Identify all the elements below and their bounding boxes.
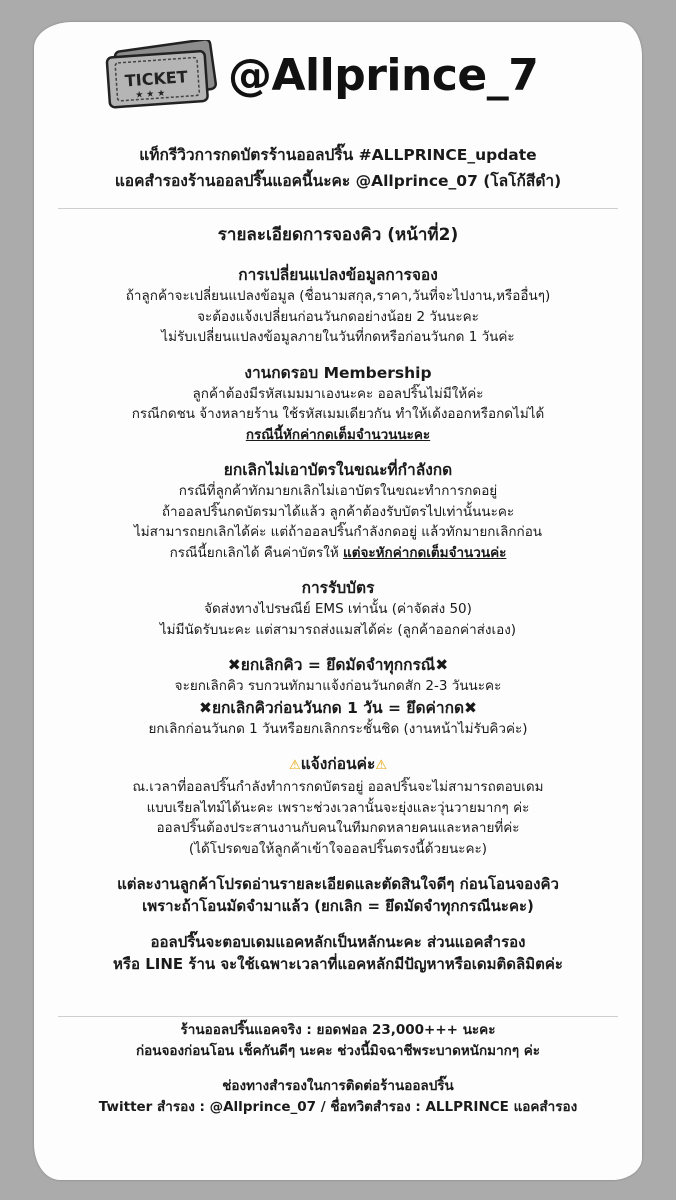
warning-icon: ⚠ bbox=[289, 758, 301, 773]
ticket-icon bbox=[100, 40, 220, 110]
section-change bbox=[40, 264, 636, 348]
intro bbox=[40, 142, 636, 194]
section-queue-line-1: จะยกเลิกคิว รบกวนทักมาแจ้งก่อนวันกดสัก 2-3 วันนะคะ bbox=[174, 678, 502, 694]
section-change-heading: การเปลี่ยนแปลงข้อมูลการจอง bbox=[238, 266, 438, 284]
section-advice-line-2: เพราะถ้าโอนมัดจำมาแล้ว (ยกเลิก = ยึดมัดจำทุกกรณีนะคะ) bbox=[142, 897, 534, 915]
section-change-line: จะต้องแจ้งเปลี่ยนก่อนวันกดอย่างน้อย 2 วันนะคะ bbox=[197, 308, 479, 325]
section-advice bbox=[40, 873, 636, 917]
section-membership-heading: งานกดรอบ Membership bbox=[244, 363, 432, 382]
section-contact-line-2: หรือ LINE ร้าน จะใช้เฉพาะเวลาที่แอคหลักมีปัญหาหรือเดมติดลิมิตค่ะ bbox=[113, 955, 563, 973]
section-notice bbox=[40, 753, 636, 859]
page-title: รายละเอียดการจองคิว (หน้าที่2) bbox=[217, 225, 459, 245]
cross-icon: ✖ bbox=[198, 698, 212, 717]
section-cancel-line: กรณีที่ลูกค้าทักมายกเลิกไม่เอาบัตรในขณะทำการกดอยู่ bbox=[178, 483, 498, 499]
section-contact-line-1: ออลปริ๊นจะตอบเดมแอคหลักเป็นหลักนะคะ ส่วนแอคสำรอง bbox=[150, 933, 526, 951]
section-queue-heading-1: ยกเลิกคิว = ยึดมัดจำทุกกรณี bbox=[240, 656, 436, 674]
divider-bottom bbox=[58, 1016, 618, 1017]
section-notice-heading: แจ้งก่อนค่ะ bbox=[300, 755, 376, 773]
section-cancel bbox=[40, 459, 636, 563]
section-receive-line: จัดส่งทางไปรษณีย์ EMS เท่านั้น (ค่าจัดส่ง 50) bbox=[204, 601, 472, 617]
svg-text:★ ★ ★: ★ ★ ★ bbox=[135, 88, 166, 101]
section-queue-line-2: ยกเลิกก่อนวันกด 1 วันหรือยกเลิกกระชั้นชิด (งานหน้าไม่รับคิวค่ะ) bbox=[148, 720, 528, 737]
ticket-label: TICKET bbox=[124, 67, 189, 91]
section-change-line: ถ้าลูกค้าจะเปลี่ยนแปลงข้อมูล (ชื่อนามสกุล,ราคา,วันที่จะไปงาน,หรืออื่นๆ) bbox=[125, 288, 551, 304]
footer-line-2: ก่อนจองก่อนโอน เช็คกันดีๆ นะคะ ช่วงนี้มิจฉาชีพระบาดหนักมากๆ ค่ะ bbox=[135, 1043, 541, 1059]
section-cancel-line: ไม่สามารถยกเลิกได้ค่ะ แต่ถ้าออลปริ๊นกำลังกดอยู่ แล้วทักมายกเลิกก่อน bbox=[133, 524, 543, 540]
intro-line-2: แอคสำรองร้านออลปริ๊นแอคนี้นะคะ @Allprince_07 (โลโก้สีดำ) bbox=[114, 172, 562, 190]
section-notice-line: ณ.เวลาที่ออลปริ๊นกำลังทำการกดบัตรอยู่ ออลปริ๊นจะไม่สามารถตอบเดม bbox=[132, 779, 544, 795]
footer bbox=[40, 1020, 636, 1118]
cross-icon: ✖ bbox=[435, 656, 449, 674]
section-queue-heading-2: ยกเลิกคิวก่อนวันกด 1 วัน = ยึดค่ากด bbox=[211, 698, 465, 717]
footer-line-4: Twitter สำรอง : @Allprince_07 / ชื่อทวิตสำรอง : ALLPRINCE แอคสำรอง bbox=[98, 1099, 578, 1115]
section-cancel-heading: ยกเลิกไม่เอาบัตรในขณะที่กำลังกด bbox=[223, 461, 453, 479]
section-receive-line: ไม่มีนัดรับนะคะ แต่สามารถส่งแมสได้ค่ะ (ลูกค้าออกค่าส่งเอง) bbox=[159, 621, 517, 638]
section-change-line: ไม่รับเปลี่ยนแปลงข้อมูลภายในวันที่กดหรือก่อนวันกด 1 วันค่ะ bbox=[161, 329, 515, 345]
intro-line-1: แท็กรีวิวการกดบัตรร้านออลปริ๊น #ALLPRINCE_update bbox=[139, 146, 537, 164]
section-queue bbox=[40, 654, 636, 739]
main-content bbox=[40, 222, 636, 989]
cross-icon: ✖ bbox=[227, 656, 241, 674]
warning-icon: ⚠ bbox=[375, 758, 387, 773]
section-cancel-last-underline: แต่จะหักค่ากดเต็มจำนวนค่ะ bbox=[343, 544, 507, 561]
section-receive-heading: การรับบัตร bbox=[301, 579, 375, 597]
section-membership bbox=[40, 362, 636, 446]
footer-line-1: ร้านออลปริ๊นแอคจริง : ยอดฟอล 23,000+++ นะคะ bbox=[180, 1022, 496, 1038]
section-cancel-line: ถ้าออลปริ๊นกดบัตรมาได้แล้ว ลูกค้าต้องรับบัตรไปเท่านั้นนะคะ bbox=[161, 503, 515, 520]
section-membership-line: ลูกค้าต้องมีรหัสเมมมาเองนะคะ ออลปริ๊นไม่มีให้ค่ะ bbox=[192, 385, 484, 402]
section-membership-underline: กรณีนี้หักค่ากดเต็มจำนวนนะคะ bbox=[245, 426, 431, 443]
account-handle: @Allprince_7 bbox=[228, 50, 539, 101]
section-membership-line: กรณีกดชน จ้างหลายร้าน ใช้รหัสเมมเดียวกัน ทำให้เด้งออกหรือกดไม่ได้ bbox=[131, 406, 545, 422]
section-receive bbox=[40, 577, 636, 640]
section-notice-line: ออลปริ๊นต้องประสานงานกับคนในทีมกดหลายคนและหลายที่ค่ะ bbox=[156, 820, 520, 836]
section-notice-line: แบบเรียลไทม์ได้นะคะ เพราะช่วงเวลานั้นจะยุ่งและวุ่นวายมากๆ ค่ะ bbox=[146, 799, 530, 816]
header bbox=[100, 40, 620, 140]
footer-line-3: ช่องทางสำรองในการติดต่อร้านออลปริ๊น bbox=[222, 1078, 454, 1094]
section-notice-line: (ได้โปรดขอให้ลูกค้าเข้าใจออลปริ๊นตรงนี้ด้วยนะคะ) bbox=[188, 840, 488, 857]
section-cancel-last-plain: กรณีนี้ยกเลิกได้ คืนค่าบัตรให้ bbox=[169, 544, 344, 561]
divider-top bbox=[58, 208, 618, 209]
cross-icon: ✖ bbox=[464, 698, 478, 717]
section-contact bbox=[40, 931, 636, 975]
section-advice-line-1: แต่ละงานลูกค้าโปรดอ่านรายละเอียดและตัดสินใจดีๆ ก่อนโอนจองคิว bbox=[117, 875, 559, 893]
